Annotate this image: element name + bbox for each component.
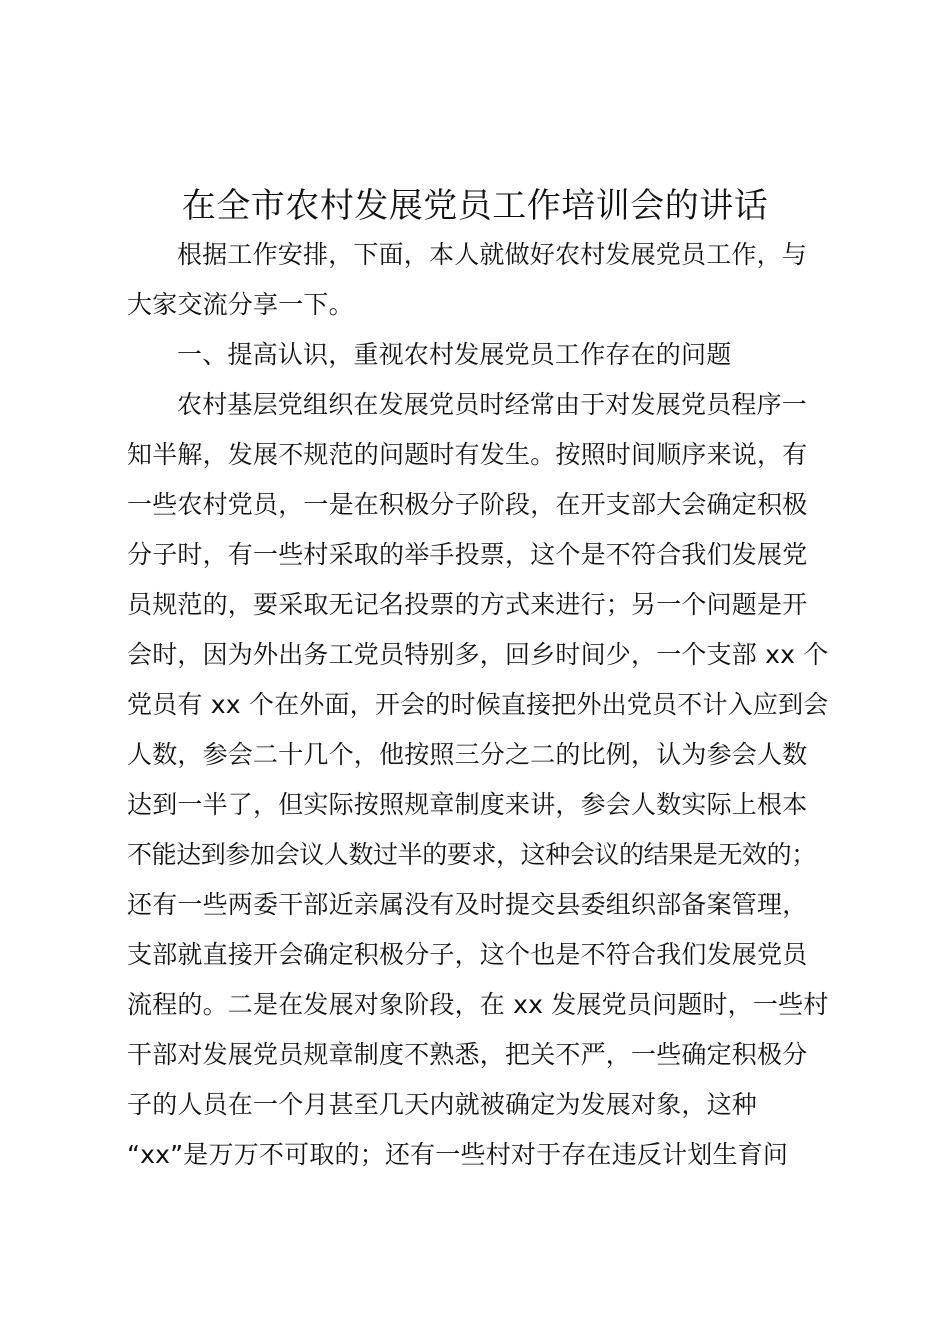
paragraph-line: 支部就直接开会确定积极分子，这个也是不符合我们发展党员 (127, 940, 808, 969)
paragraph-line: 知半解，发展不规范的问题时有发生。按照时间顺序来说，有 (127, 440, 808, 469)
paragraph-line: 不能达到参加会议人数过半的要求，这种会议的结果是无效的； (127, 840, 816, 869)
paragraph-line: 党员有 xx 个在外面，开会的时候直接把外出党员不计入应到会 (127, 690, 829, 719)
paragraph-line: 员规范的，要采取无记名投票的方式来进行；另一个问题是开 (127, 590, 808, 619)
paragraph-line: 流程的。二是在发展对象阶段，在 xx 发展党员问题时，一些村 (127, 990, 829, 1019)
paragraph-line: 大家交流分享一下。 (127, 290, 354, 319)
section-heading: 一、提高认识，重视农村发展党员工作存在的问题 (177, 340, 732, 369)
paragraph-line: 干部对发展党员规章制度不熟悉，把关不严，一些确定积极分 (127, 1040, 808, 1069)
paragraph-line: 达到一半了，但实际按照规章制度来讲，参会人数实际上根本 (127, 790, 808, 819)
paragraph-line: 一些农村党员，一是在积极分子阶段，在开支部大会确定积极 (127, 490, 808, 519)
paragraph-line: 子的人员在一个月甚至几天内就被确定为发展对象，这种 (127, 1090, 758, 1119)
document-body (127, 230, 839, 1180)
paragraph-line: 分子时，有一些村采取的举手投票，这个是不符合我们发展党 (127, 540, 808, 569)
paragraph-line: 还有一些两委干部近亲属没有及时提交县委组织部备案管理， (127, 890, 808, 919)
paragraph-line: 根据工作安排，下面，本人就做好农村发展党员工作，与 (177, 240, 808, 269)
paragraph-line: 会时，因为外出务工党员特别多，回乡时间少，一个支部 xx 个 (127, 640, 829, 669)
paragraph-line: 人数，参会二十几个，他按照三分之二的比例，认为参会人数 (127, 740, 808, 769)
document-title: 在全市农村发展党员工作培训会的讲话 (181, 186, 769, 226)
paragraph-line: “xx”是万万不可取的；还有一些村对于存在违反计划生育问 (127, 1140, 789, 1169)
paragraph-line: 农村基层党组织在发展党员时经常由于对发展党员程序一 (177, 390, 808, 419)
